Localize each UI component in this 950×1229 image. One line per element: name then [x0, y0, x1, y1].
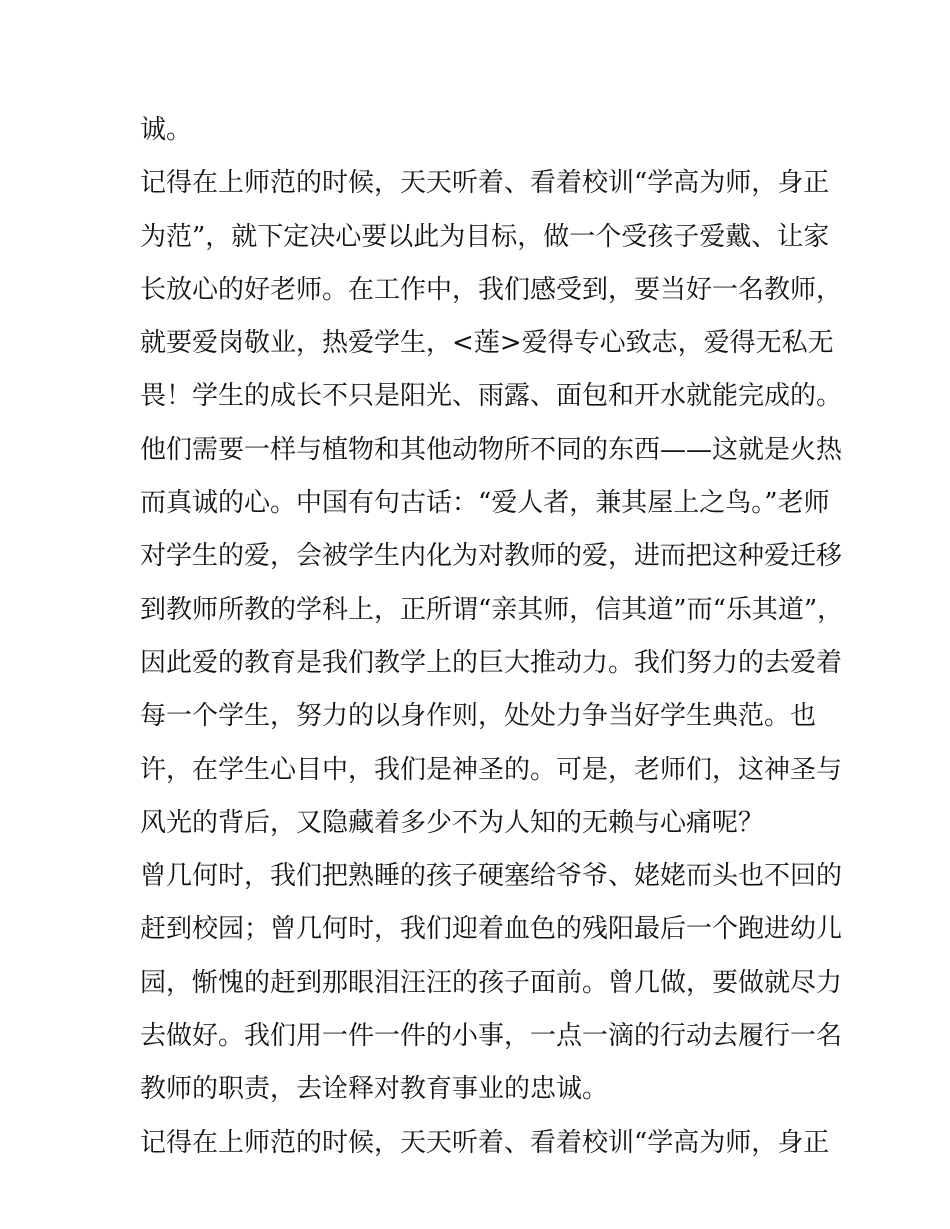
text-line: 诚。 — [140, 115, 193, 145]
text-line: 长放心的好老师。在工作中，我们感受到，要当好一名教师， — [140, 274, 843, 305]
text-line: 赶到校园；曾几何时，我们迎着血色的残阳最后一个跑进幼儿 — [140, 914, 843, 945]
text-line: 到教师所教的学科上，正所谓“亲其师，信其道”而“乐其道”， — [140, 594, 844, 625]
text-line: 园，惭愧的赶到那眼泪汪汪的孩子面前。曾几做，要做就尽力 — [140, 967, 843, 998]
text-line: 因此爱的教育是我们教学上的巨大推动力。我们努力的去爱着 — [140, 647, 843, 678]
text-line: 记得在上师范的时候，天天听着、看着校训“学高为师，身正 — [140, 1127, 830, 1158]
text-line: 对学生的爱，会被学生内化为对教师的爱，进而把这种爱迁移 — [140, 541, 843, 572]
text-line: 风光的背后，又隐藏着多少不为人知的无赖与心痛呢？ — [140, 807, 765, 838]
text-line: 为范”，就下定决心要以此为目标，做一个受孩子爱戴、让家 — [140, 221, 830, 252]
document-text — [140, 104, 844, 1170]
text-line: 曾几何时，我们把熟睡的孩子硬塞给爷爷、姥姥而头也不回的 — [140, 861, 843, 892]
text-line: 畏！学生的成长不只是阳光、雨露、面包和开水就能完成的。 — [140, 381, 843, 412]
text-line: 记得在上师范的时候，天天听着、看着校训“学高为师，身正 — [140, 168, 830, 199]
text-line: 教师的职责，去诠释对教育事业的忠诚。 — [140, 1074, 609, 1105]
text-line: 去做好。我们用一件一件的小事，一点一滴的行动去履行一名 — [140, 1021, 843, 1052]
text-line: 而真诚的心。中国有句古话：“爱人者，兼其屋上之鸟。”老师 — [140, 488, 830, 519]
text-line: 他们需要一样与植物和其他动物所不同的东西——这就是火热 — [140, 434, 843, 465]
text-line: 许，在学生心目中，我们是神圣的。可是，老师们，这神圣与 — [140, 754, 843, 785]
text-line: 就要爱岗敬业，热爱学生，<莲>爱得专心致志，爱得无私无 — [140, 328, 834, 359]
text-line: 每一个学生，努力的以身作则，处处力争当好学生典范。也 — [140, 701, 817, 732]
